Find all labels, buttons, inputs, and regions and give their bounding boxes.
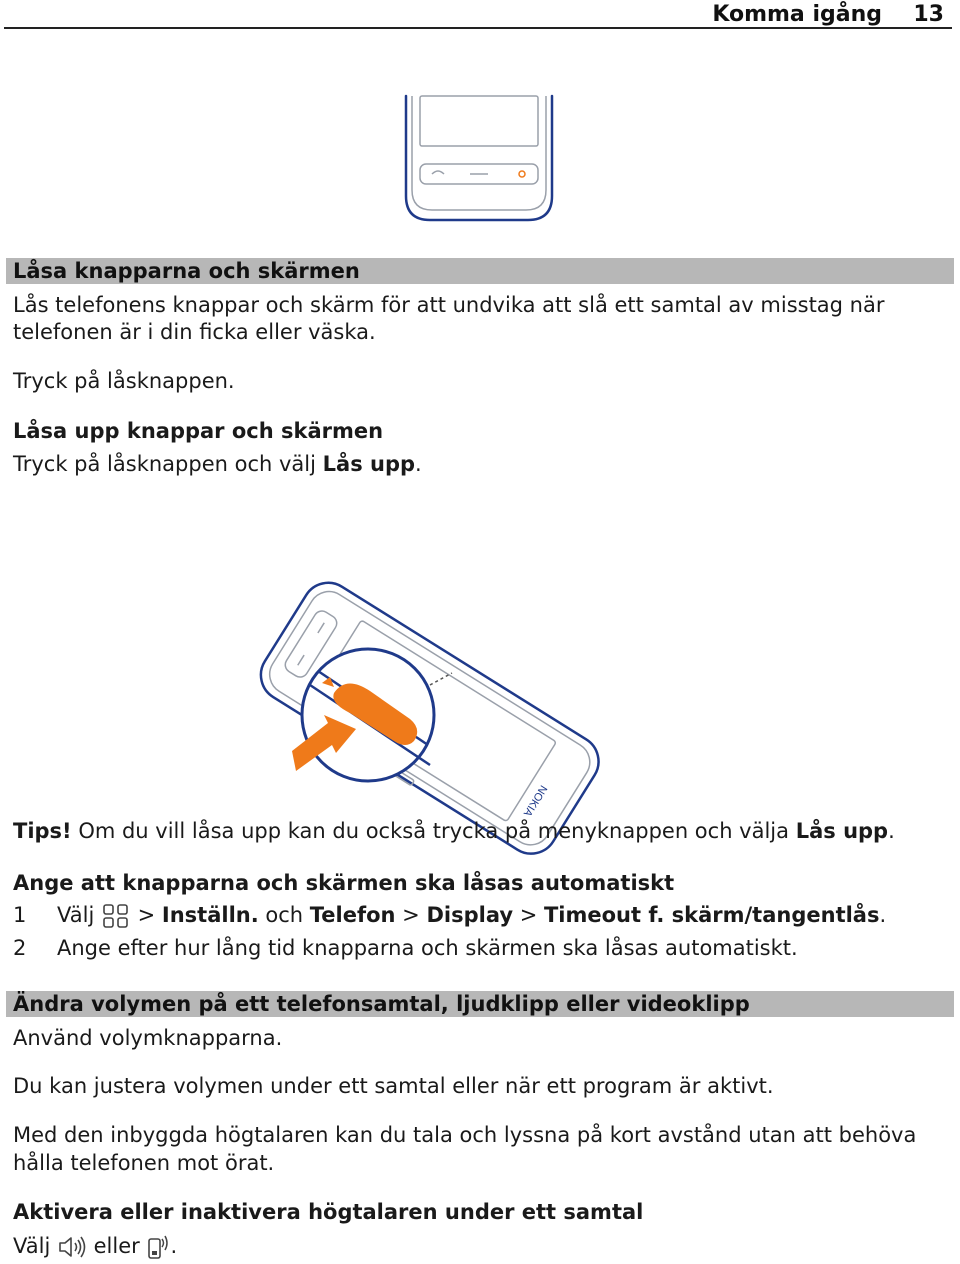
- volume-text-line1: Använd volymknapparna.: [13, 1026, 283, 1050]
- section-heading-lock: Låsa knapparna och skärmen: [6, 258, 954, 284]
- speaker-text: Välj eller .: [13, 1232, 177, 1261]
- lock-text-line1: Lås telefonens knappar och skärm för att undvika att slå ett samtal av misstag när: [13, 293, 885, 317]
- step-number: 2: [13, 936, 27, 960]
- menu-grid-icon: [101, 903, 131, 929]
- volume-text-line4: hålla telefonen mot örat.: [13, 1151, 275, 1175]
- speaker-heading: Aktivera eller inaktivera högtalaren under ett samtal: [13, 1200, 644, 1224]
- loudspeaker-icon: [57, 1234, 87, 1260]
- chapter-title: Komma igång: [712, 2, 882, 27]
- page-number: 13: [913, 2, 944, 27]
- phone-lock-key-illustration: [290, 515, 680, 819]
- lock-press-text: Tryck på låsknappen.: [13, 369, 235, 393]
- brand-logo-text: NOKIA: [520, 782, 550, 819]
- volume-text-line2: Du kan justera volymen under ett samtal eller när ett program är aktivt.: [13, 1074, 774, 1098]
- volume-text-line3: Med den inbyggda högtalaren kan du tala och lyssna på kort avstånd utan att behöva: [13, 1123, 917, 1147]
- handset-icon: [146, 1233, 170, 1261]
- section-heading-volume: Ändra volymen på ett telefonsamtal, ljudklipp eller videoklipp: [6, 991, 954, 1017]
- step-1-text: Välj > Inställn. och Telefon > Display > Timeout f. skärm/tangentlås.: [57, 903, 887, 927]
- phone-front-illustration: [398, 94, 560, 226]
- tip-text: Tips! Om du vill låsa upp kan du också trycka på menyknappen och välja Lås upp.: [13, 819, 895, 843]
- header-rule: [4, 27, 952, 29]
- unlock-heading: Låsa upp knappar och skärmen: [13, 419, 384, 443]
- step-number: 1: [13, 903, 27, 927]
- step-2-text: Ange efter hur lång tid knapparna och skärmen ska låsas automatiskt.: [57, 936, 798, 960]
- page-header: [0, 0, 960, 30]
- unlock-text: Tryck på låsknappen och välj Lås upp.: [13, 452, 422, 476]
- auto-lock-heading: Ange att knapparna och skärmen ska låsas automatiskt: [13, 871, 675, 895]
- lock-text-line2: telefonen är i din ficka eller väska.: [13, 320, 376, 344]
